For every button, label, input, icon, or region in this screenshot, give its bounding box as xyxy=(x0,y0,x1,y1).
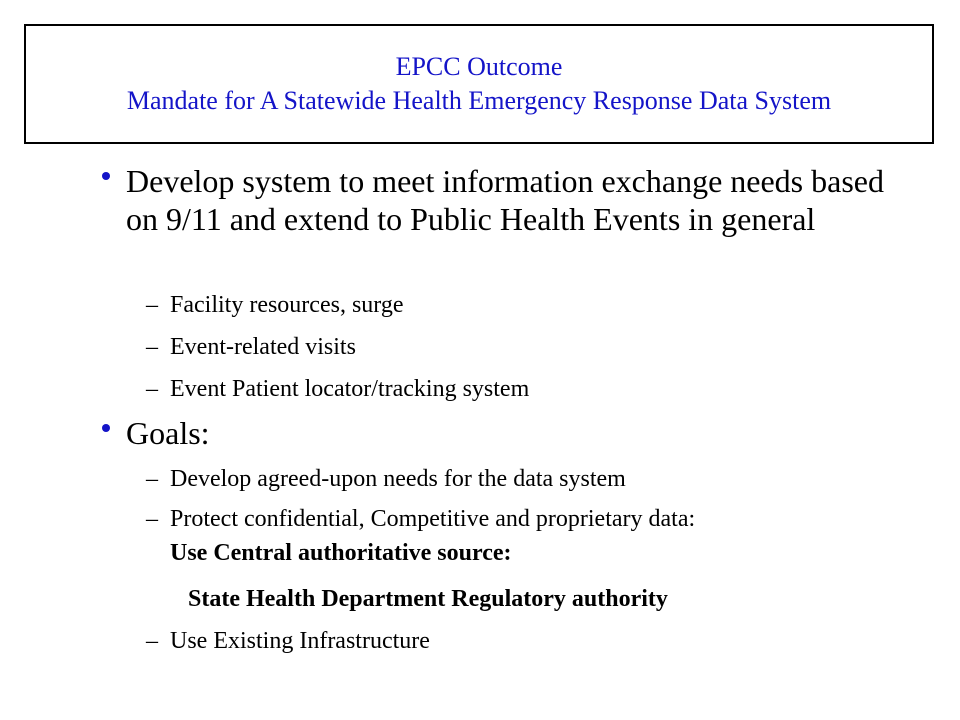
emphasis-line-2: State Health Department Regulatory authority xyxy=(188,586,668,612)
bullet-2-text: Goals: xyxy=(126,415,210,451)
sub-item-text: Event Patient locator/tracking system xyxy=(170,376,530,402)
sub-item-text: Protect confidential, Competitive and proprietary data: xyxy=(170,506,696,532)
sub-item-1-2 xyxy=(146,330,926,364)
bullet-dot-1 xyxy=(102,172,110,180)
sub-item-1-3 xyxy=(146,372,926,406)
sub-item-2-1 xyxy=(146,462,926,496)
title-line-1: EPCC Outcome xyxy=(395,52,563,81)
dash-marker: – xyxy=(146,334,158,360)
bullet-1-text: Develop system to meet information exchange needs based on 9/11 and extend to Public Health Events in general xyxy=(126,163,884,237)
sub-item-2-3 xyxy=(146,624,926,658)
sub-item-2-2 xyxy=(146,502,926,570)
sub-item-text: Facility resources, surge xyxy=(170,292,404,318)
sub-item-text: Develop agreed-upon needs for the data system xyxy=(170,466,626,492)
dash-marker: – xyxy=(146,292,158,318)
bullet-dot-2 xyxy=(102,424,110,432)
dash-marker: – xyxy=(146,628,158,654)
title-line-2: Mandate for A Statewide Health Emergency Response Data System xyxy=(126,86,832,115)
sub-item-1-1 xyxy=(146,288,926,322)
dash-marker: – xyxy=(146,506,158,532)
dash-marker: – xyxy=(146,376,158,402)
sub-item-text: Event-related visits xyxy=(170,334,356,360)
sub-item-text: Use Existing Infrastructure xyxy=(170,628,430,654)
emphasis-text: Use Central authoritative source: xyxy=(170,540,512,566)
title-box xyxy=(24,24,934,144)
dash-marker: – xyxy=(146,466,158,492)
